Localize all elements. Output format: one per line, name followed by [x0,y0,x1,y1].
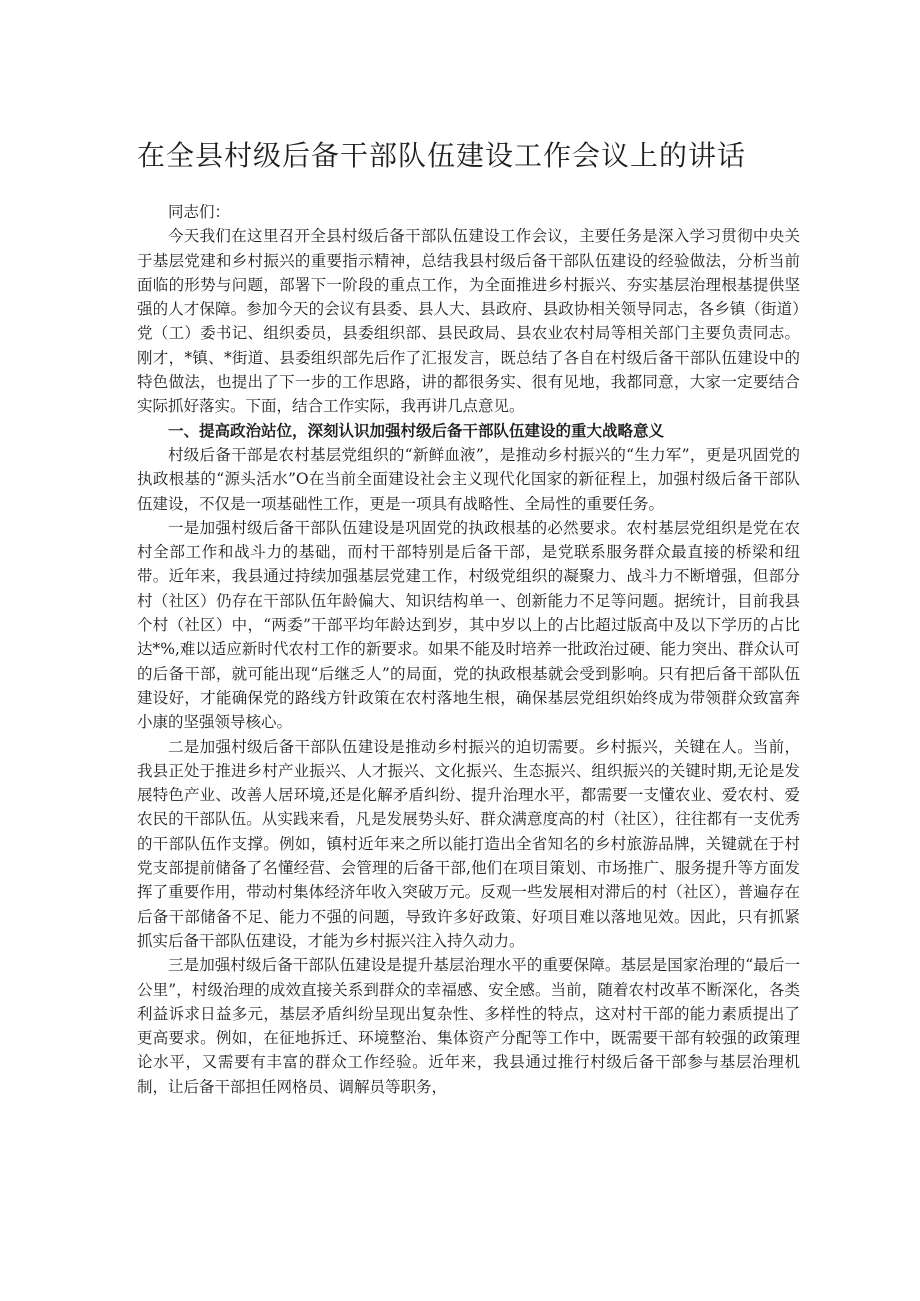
paragraph-point-3: 三是加强村级后备干部队伍建设是提升基层治理水平的重要保障。基层是国家治理的“最后一公里”，村级治理的成效直接关系到群众的幸福感、安全感。当前，随着农村改革不断深化，各类利益诉求日益多元，基层矛盾纠纷呈现出复杂性、多样性的特点，这对村干部的能力素质提出了更高要求。例如，在征地拆迁、环境整治、集体资产分配等工作中，既需要干部有较强的政策理论水平，又需要有丰富的群众工作经验。近年来，我县通过推行村级后备干部参与基层治理机制，让后备干部担任网格员、调解员等职务， [137,956,800,1096]
document-title: 在全县村级后备干部队伍建设工作会议上的讲话 [137,139,747,172]
section-heading-1: 一、提高政治站位，深刻认识加强村级后备干部队伍建设的重大战略意义 [168,420,665,440]
document-page [137,136,800,1099]
paragraph-section1-overview: 村级后备干部是农村基层党组织的“新鲜血液”，是推动乡村振兴的“生力军”，更是巩固党的执政根基的“源头活水”O在当前全面建设社会主义现代化国家的新征程上，加强村级后备干部队伍建设，不仅是一项基础性工作，更是一项具有战略性、全局性的重要任务。 [137,445,800,513]
paragraph-point-1: 一是加强村级后备干部队伍建设是巩固党的执政根基的必然要求。农村基层党组织是党在农村全部工作和战斗力的基础，而村干部特别是后备干部，是党联系服务群众最直接的桥梁和纽带。近年来，我县通过持续加强基层党建工作，村级党组织的凝聚力、战斗力不断增强，但部分村（社区）仍存在干部队伍年龄偏大、知识结构单一、创新能力不足等问题。据统计，目前我县个村（社区）中，“两委”干部平均年龄达到岁，其中岁以上的占比超过版高中及以下学历的占比达*%,难以适应新时代农村工作的新要求。如果不能及时培养一批政治过硬、能力突出、群众认可的后备干部，就可能出现“后继乏人”的局面，党的执政根基就会受到影响。只有把后备干部队伍建设好，才能确保党的路线方针政策在农村落地生根，确保基层党组织始终成为带领群众致富奔小康的坚强领导核心。 [137,518,800,732]
salutation: 同志们： [168,203,231,221]
paragraph-point-2: 二是加强村级后备干部队伍建设是推动乡村振兴的迫切需要。乡村振兴，关键在人。当前，我县正处于推进乡村产业振兴、人才振兴、文化振兴、生态振兴、组织振兴的关键时期,无论是发展特色产业、改善人居环境,还是化解矛盾纠纷、提升治理水平，都需要一支懂农业、爱农村、爱农民的干部队伍。从实践来看，凡是发展势头好、群众满意度高的村（社区），往往都有一支优秀的干部队伍作支撑。例如，镇村近年来之所以能打造出全省知名的乡村旅游品牌，关键就在于村党支部提前储备了名懂经营、会管理的后备干部,他们在项目策划、市场推广、服务提升等方面发挥了重要作用，带动村集体经济年收入突破万元。反观一些发展相对滞后的村（社区），普遍存在后备干部储备不足、能力不强的问题，导致许多好政策、好项目难以落地见效。因此，只有抓紧抓实后备干部队伍建设，才能为乡村振兴注入持久动力。 [137,737,800,950]
paragraph-intro: 今天我们在这里召开全县村级后备干部队伍建设工作会议，主要任务是深入学习贯彻中央关于基层党建和乡村振兴的重要指示精神，总结我县村级后备干部队伍建设的经验做法，分析当前面临的形势与问题，部署下一阶段的重点工作，为全面推进乡村振兴、夯实基层治理根基提供坚强的人才保障。参加今天的会议有县委、县人大、县政府、县政协相关领导同志，各乡镇（街道）党（工）委书记、组织委员，县委组织部、县民政局、县农业农村局等相关部门主要负责同志。刚才，*镇、*街道、县委组织部先后作了汇报发言，既总结了各自在村级后备干部队伍建设中的特色做法，也提出了下一步的工作思路，讲的都很务实、很有见地，我都同意，大家一定要结合实际抓好落实。下面，结合工作实际，我再讲几点意见。 [137,227,800,416]
